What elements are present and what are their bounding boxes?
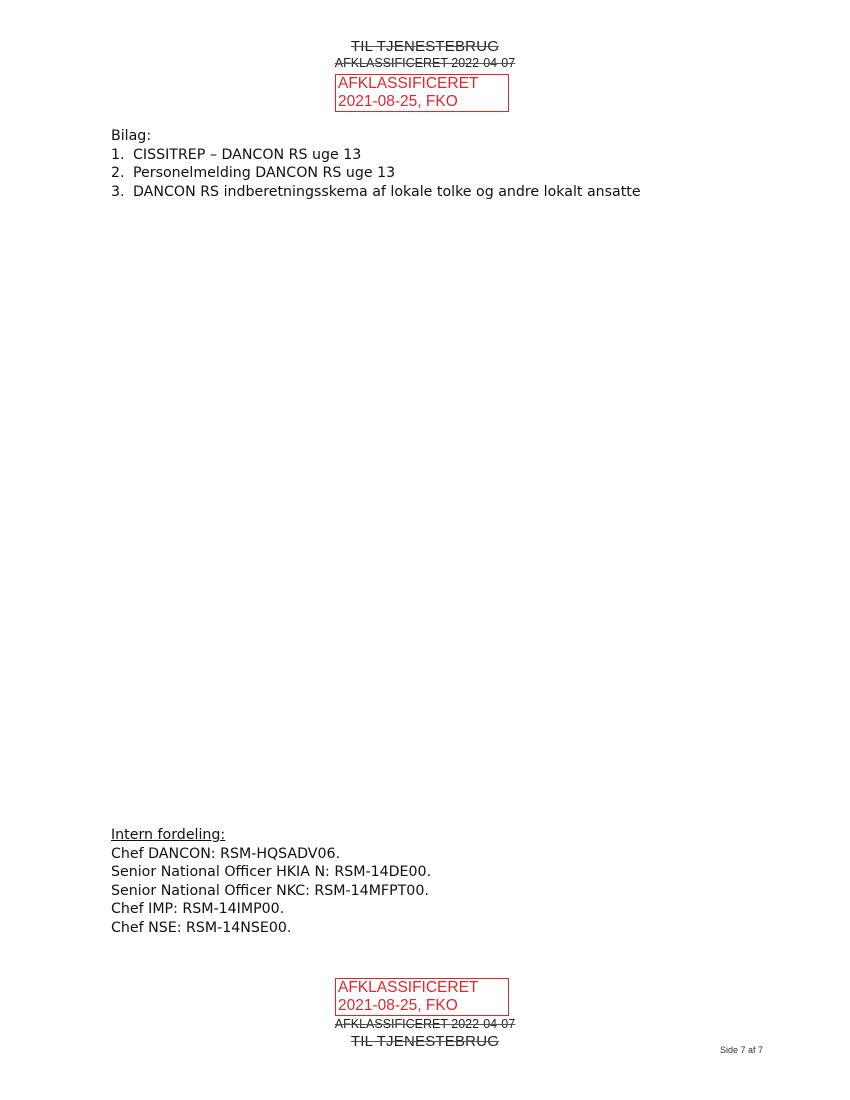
header-classification: TIL TJENESTEBRUG xyxy=(350,38,500,55)
header-declassified-line: AFKLASSIFICERET 2022-04-07 xyxy=(334,56,516,70)
header-stamp-line2: 2021-08-25, FKO xyxy=(338,93,458,110)
footer-declassified-line: AFKLASSIFICERET 2022-04-07 xyxy=(334,1017,516,1031)
distribution-heading: Intern fordeling: xyxy=(111,827,226,843)
attachment-item: 2. Personelmelding DANCON RS uge 13 xyxy=(111,165,396,181)
page-number: Side 7 af 7 xyxy=(720,1045,764,1055)
header-stamp-line1: AFKLASSIFICERET xyxy=(338,75,479,92)
distribution-section xyxy=(111,826,431,937)
footer-declassification-stamp xyxy=(335,978,509,1016)
distribution-line: Chef DANCON: RSM-HQSADV06. xyxy=(111,845,341,862)
distribution-line: Chef NSE: RSM-14NSE00. xyxy=(111,919,292,936)
distribution-line: Senior National Officer HKIA N: RSM-14DE00. xyxy=(111,864,432,880)
attachments-section xyxy=(111,127,641,201)
header-declassification-stamp xyxy=(335,74,509,112)
footer-stamp-line2: 2021-08-25, FKO xyxy=(338,997,458,1014)
distribution-line: Chef IMP: RSM-14IMP00. xyxy=(111,901,285,917)
footer-classification: TIL TJENESTEBRUG xyxy=(350,1033,500,1050)
distribution-line: Senior National Officer NKC: RSM-14MFPT00. xyxy=(111,882,429,899)
footer-stamp-line1: AFKLASSIFICERET xyxy=(338,979,479,996)
attachment-item: 1. CISSITREP – DANCON RS uge 13 xyxy=(111,146,362,163)
attachments-list xyxy=(111,146,641,202)
attachments-heading: Bilag: xyxy=(111,128,152,144)
attachment-item: 3. DANCON RS indberetningsskema af lokale tolke og andre lokalt ansatte xyxy=(111,183,641,200)
